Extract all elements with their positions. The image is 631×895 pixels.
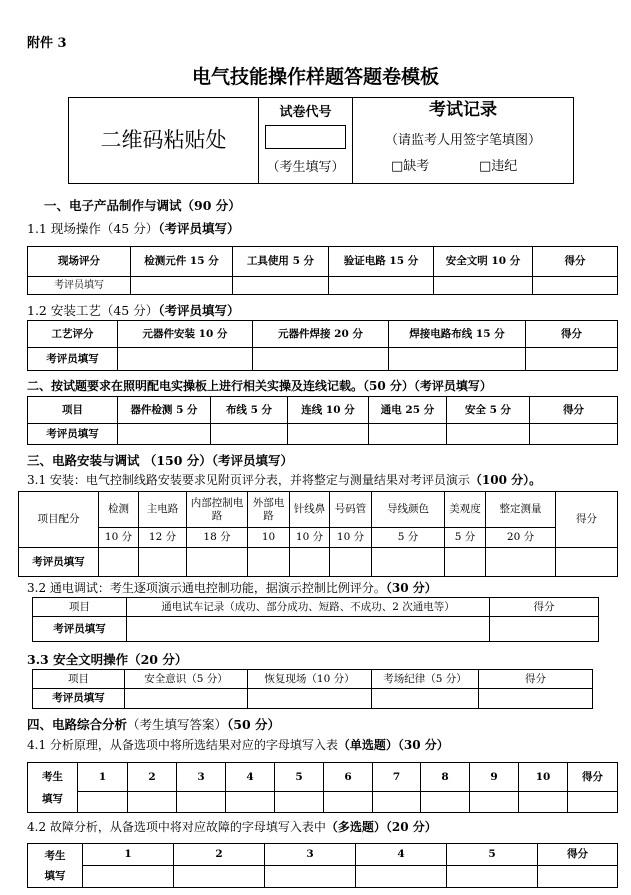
table-1-1 bbox=[27, 246, 618, 295]
t33-head-2: 恢复现场（10 分） bbox=[248, 670, 372, 689]
t31-points-4: 10 分 bbox=[290, 528, 330, 548]
t42-label-line-1: 考生 bbox=[44, 849, 66, 862]
t42-candidate-label bbox=[28, 844, 83, 888]
qr-paste-area: 二维码粘贴处 bbox=[69, 98, 259, 184]
t31-points-7: 5 分 bbox=[445, 528, 486, 548]
violation-checkbox[interactable]: □违纪 bbox=[479, 159, 518, 174]
t12-score-cell[interactable] bbox=[526, 348, 618, 371]
t31-score-cell[interactable] bbox=[556, 548, 618, 577]
t2-row-label: 考评员填写 bbox=[28, 424, 118, 445]
t41-num: 10 bbox=[519, 763, 568, 792]
t42-num: 5 bbox=[447, 844, 538, 866]
t31-score-cell[interactable] bbox=[187, 548, 248, 577]
paper-code-label: 试卷代号 bbox=[279, 105, 332, 120]
t11-score-cell[interactable] bbox=[131, 277, 233, 295]
section-3-title: 三、电路安装与调试 （150 分）（考评员填写） bbox=[27, 453, 294, 468]
t11-score-cell[interactable] bbox=[329, 277, 434, 295]
t41-num: 5 bbox=[275, 763, 324, 792]
t33-row-label: 考评员填写 bbox=[33, 689, 125, 709]
t31-row-label: 考评员填写 bbox=[19, 548, 99, 577]
t31-score-cell[interactable] bbox=[248, 548, 290, 577]
t2-head-6: 得分 bbox=[530, 397, 618, 424]
attachment-label: 附件 3 bbox=[27, 36, 67, 51]
t41-answer-cell[interactable] bbox=[226, 792, 275, 813]
t41-num: 1 bbox=[78, 763, 128, 792]
t2-head-5: 安全 5 分 bbox=[447, 397, 530, 424]
t31-points-1: 12 分 bbox=[139, 528, 187, 548]
t11-score-cell[interactable] bbox=[233, 277, 329, 295]
section-1-2-note: （考评员填写） bbox=[158, 303, 240, 318]
candidate-fill-note: （考生填写） bbox=[266, 160, 345, 175]
t41-num: 8 bbox=[421, 763, 470, 792]
t42-num: 1 bbox=[83, 844, 174, 866]
t31-col-1: 主电路 bbox=[139, 492, 187, 528]
t31-col-4: 针线鼻 bbox=[290, 492, 330, 528]
t2-score-cell[interactable] bbox=[118, 424, 211, 445]
t33-score-cell[interactable] bbox=[248, 689, 372, 709]
t31-points-6: 5 分 bbox=[372, 528, 445, 548]
section-1-1-note: （考评员填写） bbox=[158, 221, 240, 236]
t12-head-4: 得分 bbox=[526, 321, 618, 348]
t2-head-0: 项目 bbox=[28, 397, 118, 424]
section-4-2-title bbox=[27, 818, 437, 835]
t12-row-label: 考评员填写 bbox=[28, 348, 118, 371]
t33-head-3: 考场纪律（5 分） bbox=[372, 670, 479, 689]
section-3-1-title bbox=[27, 471, 541, 488]
t31-col-0: 检测 bbox=[99, 492, 139, 528]
t31-points-5: 10 分 bbox=[330, 528, 372, 548]
t41-label-line-1: 考生 bbox=[42, 770, 63, 783]
table-3-1 bbox=[18, 491, 618, 577]
t31-col-8: 整定测量 bbox=[486, 492, 556, 528]
t11-head-2: 工具使用 5 分 bbox=[233, 247, 329, 277]
t12-score-cell[interactable] bbox=[389, 348, 526, 371]
t41-answer-cell[interactable] bbox=[519, 792, 568, 813]
t31-points-8: 20 分 bbox=[486, 528, 556, 548]
t41-score-cell[interactable] bbox=[568, 792, 618, 813]
t42-answer-cell[interactable] bbox=[447, 866, 538, 888]
t31-score-cell[interactable] bbox=[330, 548, 372, 577]
table-4-1 bbox=[27, 762, 618, 813]
t41-num: 7 bbox=[373, 763, 421, 792]
table-3-3 bbox=[32, 669, 593, 709]
t41-num: 2 bbox=[128, 763, 177, 792]
t31-score-cell[interactable] bbox=[139, 548, 187, 577]
t12-head-2: 元器件焊接 20 分 bbox=[253, 321, 389, 348]
section-3-1-score: （100 分）。 bbox=[469, 473, 542, 487]
t41-answer-cell[interactable] bbox=[421, 792, 470, 813]
t11-head-4: 安全文明 10 分 bbox=[434, 247, 533, 277]
t12-score-cell[interactable] bbox=[118, 348, 253, 371]
t33-head-1: 安全意识（5 分） bbox=[125, 670, 248, 689]
section-4-note: （考生填写答案） bbox=[127, 717, 228, 732]
t31-points-0: 10 分 bbox=[99, 528, 139, 548]
section-1-2-title-text: 1.2 安装工艺（45 分） bbox=[27, 303, 159, 318]
t32-head-0: 项目 bbox=[33, 598, 127, 617]
section-1-1-title-text: 1.1 现场操作（45 分） bbox=[27, 221, 159, 236]
t12-score-cell[interactable] bbox=[253, 348, 389, 371]
t11-head-0: 现场评分 bbox=[28, 247, 131, 277]
t33-head-0: 项目 bbox=[33, 670, 125, 689]
section-4-score: （50 分） bbox=[227, 717, 281, 732]
t11-head-5: 得分 bbox=[533, 247, 618, 277]
t31-points-2: 18 分 bbox=[187, 528, 248, 548]
t31-col-7: 美观度 bbox=[445, 492, 486, 528]
t2-head-4: 通电 25 分 bbox=[369, 397, 447, 424]
t31-points-3: 10 bbox=[248, 528, 290, 548]
t41-answer-cell[interactable] bbox=[373, 792, 421, 813]
t41-answer-cell[interactable] bbox=[324, 792, 373, 813]
t42-score-cell[interactable] bbox=[538, 866, 618, 888]
section-4-2-score: （20 分） bbox=[385, 820, 437, 834]
t31-score-cell[interactable] bbox=[99, 548, 139, 577]
section-4-1-title-text: 4.1 分析原理，从备选项中将所选结果对应的字母填写入表 bbox=[27, 738, 338, 752]
t2-score-cell[interactable] bbox=[447, 424, 530, 445]
header-box bbox=[68, 97, 574, 184]
t12-head-0: 工艺评分 bbox=[28, 321, 118, 348]
t31-col-3: 外部电路 bbox=[248, 492, 290, 528]
t42-answer-cell[interactable] bbox=[174, 866, 265, 888]
t42-label-line-2: 填写 bbox=[44, 869, 66, 882]
paper-code-input[interactable] bbox=[265, 125, 346, 149]
table-3-2 bbox=[32, 597, 599, 642]
t2-head-2: 布线 5 分 bbox=[211, 397, 288, 424]
t31-col-5: 号码管 bbox=[330, 492, 372, 528]
section-4-title bbox=[27, 715, 280, 733]
exam-record-cell bbox=[353, 98, 574, 184]
paper-code-cell bbox=[259, 98, 353, 184]
t11-head-1: 检测元件 15 分 bbox=[131, 247, 233, 277]
t41-answer-cell[interactable] bbox=[177, 792, 226, 813]
section-4-2-title-text: 4.2 故障分析，从备选项中将对应故障的字母填写入表中 bbox=[27, 820, 326, 834]
t2-score-cell[interactable] bbox=[288, 424, 369, 445]
t41-answer-cell[interactable] bbox=[78, 792, 128, 813]
t41-answer-cell[interactable] bbox=[470, 792, 519, 813]
t2-head-1: 器件检测 5 分 bbox=[118, 397, 211, 424]
t41-answer-cell[interactable] bbox=[275, 792, 324, 813]
t2-score-cell[interactable] bbox=[211, 424, 288, 445]
t31-item-label: 项目配分 bbox=[19, 492, 99, 548]
section-1-1-title bbox=[27, 219, 240, 237]
t32-head-1: 通电试车记录（成功、部分成功、短路、不成功、2 次通电等） bbox=[127, 598, 490, 617]
section-2-title: 二、按试题要求在照明配电实操板上进行相关实操及连线记载。（50 分）（考评员填写） bbox=[27, 379, 492, 393]
t31-score-label: 得分 bbox=[556, 492, 618, 548]
t33-score-cell[interactable] bbox=[479, 689, 593, 709]
section-3-2-title-text: 3.2 通电调试：考生逐项演示通电控制功能，据演示控制比例评分。 bbox=[27, 581, 386, 595]
t32-row-label: 考评员填写 bbox=[33, 617, 127, 642]
section-4-1-type: （单选题） bbox=[337, 738, 398, 752]
t41-candidate-label bbox=[28, 763, 78, 813]
section-4-title-text: 四、电路综合分析 bbox=[27, 717, 128, 732]
t31-col-6: 导线颜色 bbox=[372, 492, 445, 528]
t33-score-cell[interactable] bbox=[125, 689, 248, 709]
t33-score-cell[interactable] bbox=[372, 689, 479, 709]
t31-score-cell[interactable] bbox=[290, 548, 330, 577]
t2-score-cell[interactable] bbox=[530, 424, 618, 445]
t41-answer-cell[interactable] bbox=[128, 792, 177, 813]
t42-answer-cell[interactable] bbox=[265, 866, 356, 888]
section-4-1-title bbox=[27, 736, 449, 753]
section-1-2-title bbox=[27, 301, 240, 319]
t41-num: 6 bbox=[324, 763, 373, 792]
exam-record-note: （请监考人用签字笔填图） bbox=[384, 133, 541, 148]
t32-head-2: 得分 bbox=[490, 598, 599, 617]
t31-score-cell[interactable] bbox=[445, 548, 486, 577]
t41-score-label: 得分 bbox=[568, 763, 618, 792]
t42-score-label: 得分 bbox=[538, 844, 618, 866]
t31-col-2: 内部控制电路 bbox=[187, 492, 248, 528]
t2-head-3: 连线 10 分 bbox=[288, 397, 369, 424]
t2-score-cell[interactable] bbox=[369, 424, 447, 445]
t41-num: 4 bbox=[226, 763, 275, 792]
t42-answer-cell[interactable] bbox=[83, 866, 174, 888]
section-4-1-score: （30 分） bbox=[397, 738, 449, 752]
t42-num: 4 bbox=[356, 844, 447, 866]
table-2 bbox=[27, 396, 618, 445]
section-3-2-score: （30 分） bbox=[385, 581, 437, 595]
t41-num: 9 bbox=[470, 763, 519, 792]
section-3-2-title bbox=[27, 579, 437, 596]
section-4-2-type: （多选题） bbox=[325, 820, 386, 834]
t42-num: 2 bbox=[174, 844, 265, 866]
section-1-title: 一、电子产品制作与调试（90 分） bbox=[44, 198, 241, 213]
section-3-3-title: 3.3 安全文明操作（20 分） bbox=[27, 652, 188, 667]
t42-num: 3 bbox=[265, 844, 356, 866]
absent-checkbox[interactable]: □缺考 bbox=[391, 159, 430, 174]
t31-score-cell[interactable] bbox=[372, 548, 445, 577]
table-4-2 bbox=[27, 843, 618, 888]
section-3-1-title-text: 3.1 安装：电气控制线路安装要求见附页评分表，并将整定与测量结果对考评员演示 bbox=[27, 473, 470, 487]
t11-score-cell[interactable] bbox=[434, 277, 533, 295]
t31-score-cell[interactable] bbox=[486, 548, 556, 577]
t42-answer-cell[interactable] bbox=[356, 866, 447, 888]
t12-head-3: 焊接电路布线 15 分 bbox=[389, 321, 526, 348]
t11-score-cell[interactable] bbox=[533, 277, 618, 295]
exam-record-title: 考试记录 bbox=[429, 100, 497, 120]
t41-num: 3 bbox=[177, 763, 226, 792]
t12-head-1: 元器件安装 10 分 bbox=[118, 321, 253, 348]
t41-label-line-2: 填写 bbox=[42, 792, 63, 805]
page-title: 电气技能操作样题答题卷模板 bbox=[191, 66, 439, 88]
t32-record-cell[interactable] bbox=[127, 617, 490, 642]
t33-head-4: 得分 bbox=[479, 670, 593, 689]
table-1-2 bbox=[27, 320, 618, 371]
t32-score-cell[interactable] bbox=[490, 617, 599, 642]
t11-head-3: 验证电路 15 分 bbox=[329, 247, 434, 277]
t11-row-label: 考评员填写 bbox=[28, 277, 131, 295]
